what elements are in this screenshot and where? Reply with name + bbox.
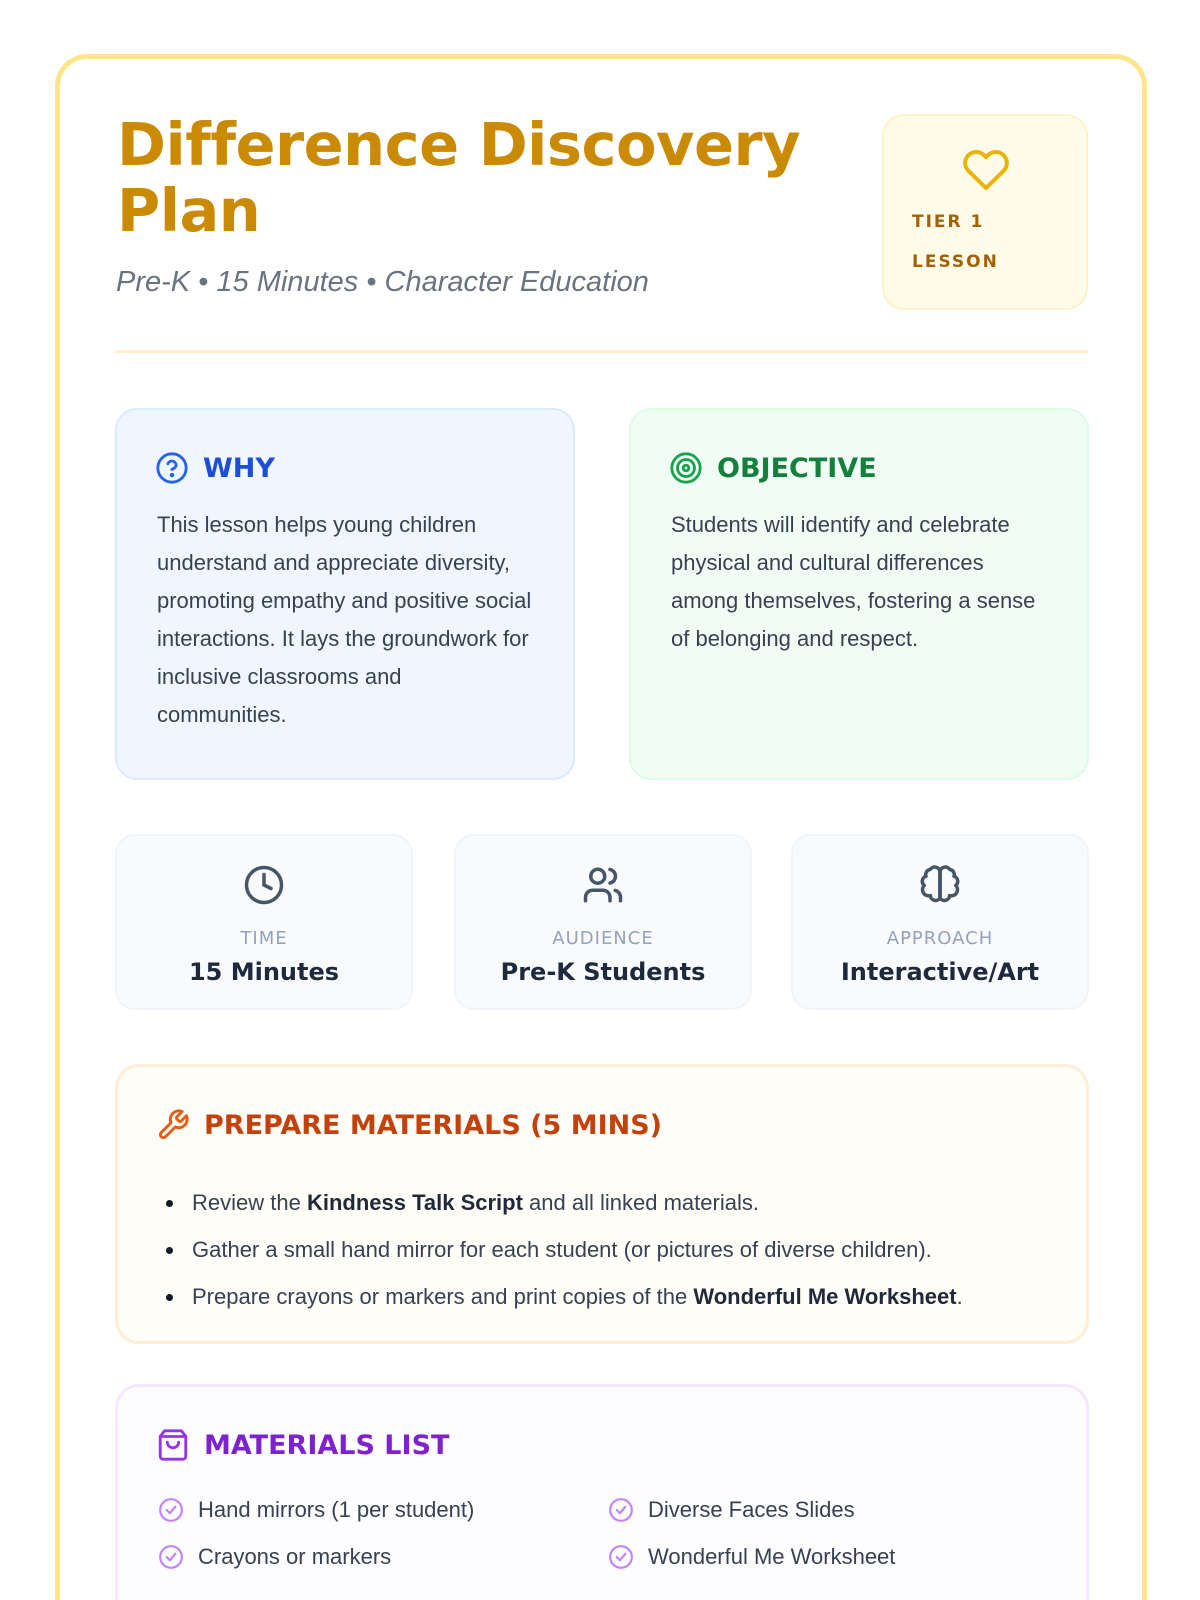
materials-panel [115, 1384, 1089, 1600]
stat-value: Pre-K Students [500, 958, 706, 986]
objective-header [669, 448, 877, 488]
page-title: Difference Discovery Plan [117, 110, 801, 245]
prepare-header [156, 1105, 662, 1145]
prepare-list [192, 1179, 963, 1320]
page-subtitle: Pre-K • 15 Minutes • Character Education [116, 266, 649, 298]
stat-label: TIME [240, 928, 288, 949]
users-icon [582, 864, 624, 906]
header-divider [115, 350, 1088, 353]
stat-audience [454, 834, 752, 1010]
stat-label: APPROACH [886, 928, 994, 949]
stat-value: 15 Minutes [188, 958, 340, 986]
list-item: Gather a small hand mirror for each student (or pictures of diverse children). [192, 1226, 963, 1273]
why-text: This lesson helps young children understand and appreciate diversity, promoting empathy and positive social interactions. It lays the groundwork for inclusive classrooms and communities. [157, 512, 532, 727]
objective-heading: OBJECTIVE [717, 452, 877, 484]
prepare-panel [115, 1064, 1089, 1344]
heart-icon [960, 146, 1012, 194]
check-circle-icon [158, 1497, 184, 1523]
check-circle-icon [608, 1544, 634, 1570]
stat-value: Interactive/Art [840, 958, 1040, 986]
lesson-label: LESSON [912, 252, 999, 272]
stat-label: AUDIENCE [552, 928, 654, 949]
why-heading: WHY [203, 452, 275, 484]
material-item: Crayons or markers [158, 1544, 391, 1570]
list-item: Prepare crayons or markers and print copies of the Wonderful Me Worksheet. [192, 1273, 963, 1320]
target-icon [669, 451, 703, 485]
why-header [155, 448, 275, 488]
material-item: Diverse Faces Slides [608, 1497, 855, 1523]
objective-text: Students will identify and celebrate physical and cultural differences among themselves, fostering a sense of belonging and respect. [671, 512, 1036, 651]
shopping-bag-icon [156, 1428, 190, 1462]
stat-time [115, 834, 413, 1010]
tier-label: TIER 1 [912, 212, 985, 232]
wrench-icon [156, 1108, 190, 1142]
material-item: Wonderful Me Worksheet [608, 1544, 895, 1570]
why-panel [115, 408, 575, 780]
stat-approach [791, 834, 1089, 1010]
question-circle-icon [155, 451, 189, 485]
brain-icon [919, 864, 961, 906]
clock-icon [243, 864, 285, 906]
check-circle-icon [158, 1544, 184, 1570]
check-circle-icon [608, 1497, 634, 1523]
list-item: Review the Kindness Talk Script and all linked materials. [192, 1179, 963, 1226]
materials-header [156, 1425, 449, 1465]
prepare-heading: PREPARE MATERIALS (5 MINS) [204, 1109, 662, 1141]
objective-panel [629, 408, 1089, 780]
materials-heading: MATERIALS LIST [204, 1429, 450, 1461]
material-item: Hand mirrors (1 per student) [158, 1497, 474, 1523]
tier-badge [882, 114, 1088, 310]
